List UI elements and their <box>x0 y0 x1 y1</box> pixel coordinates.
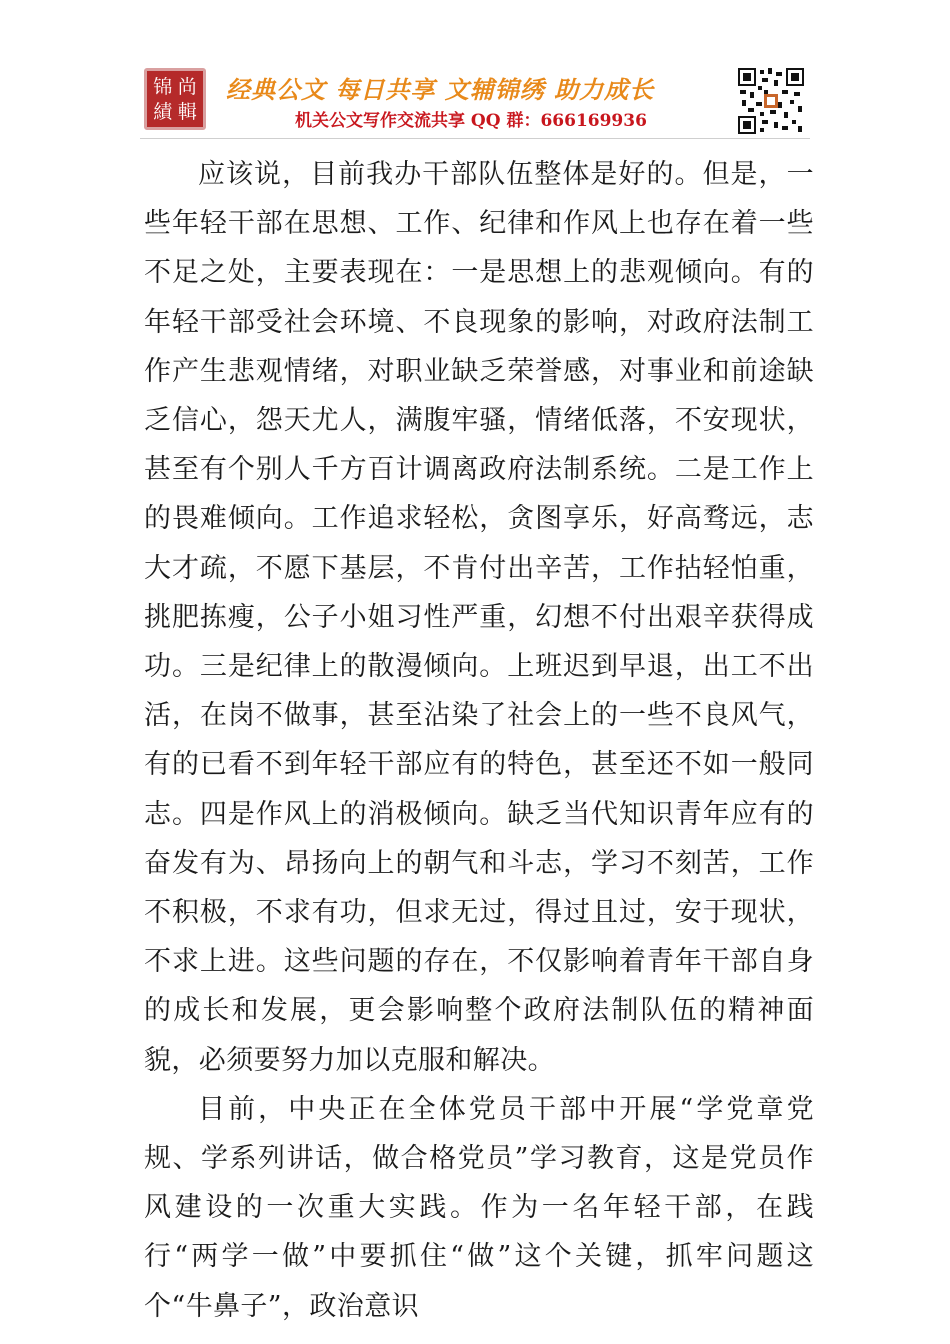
qr-code-icon <box>738 68 804 134</box>
logo-char: 锦 <box>153 76 173 98</box>
document-body <box>144 150 814 1331</box>
header-divider <box>140 138 810 139</box>
logo-char: 績 <box>153 101 173 123</box>
paragraph: 目前，中央正在全体党员干部中开展“学党章党规、学系列讲话，做合格党员”学习教育，这是党员作风建设的一次重大实践。作为一名年轻干部，在践行“两学一做”中要抓住“做”这个关键，抓牢问题这个“牛鼻子”，政治意识 <box>144 1093 814 1322</box>
logo-char: 輯 <box>177 101 197 123</box>
logo-char: 尚 <box>177 76 197 98</box>
page-header <box>140 62 810 138</box>
header-slogan: 经典公文 每日共享 文辅锦绣 助力成长 <box>226 76 655 104</box>
paragraph: 应该说，目前我办干部队伍整体是好的。但是，一些年轻干部在思想、工作、纪律和作风上也存在着一些不足之处，主要表现在：一是思想上的悲观倾向。有的年轻干部受社会环境、不良现象的影响，对政府法制工作产生悲观情绪，对职业缺乏荣誉感，对事业和前途缺乏信心，怨天尤人，满腹牢骚，情绪低落，不安现状，甚至有个别人千方百计调离政府法制系统。二是工作上的畏难倾向。工作追求轻松，贪图享乐，好高骛远，志大才疏，不愿下基层，不肯付出辛苦，工作拈轻怕重，挑肥拣瘦，公子小姐习性严重，幻想不付出艰辛获得成功。三是纪律上的散漫倾向。上班迟到早退，出工不出活，在岗不做事，甚至沾染了社会上的一些不良风气，有的已看不到年轻干部应有的特色，甚至还不如一般同志。四是作风上的消极倾向。缺乏当代知识青年应有的奋发有为、昂扬向上的朝气和斗志，学习不刻苦，工作不积极，不求有功，但求无过，得过且过，安于现状，不求上进。这些问题的存在，不仅影响着青年干部自身的成长和发展，更会影响整个政府法制队伍的精神面貌，必须要努力加以克服和解决。 <box>144 159 814 1076</box>
seal-logo <box>144 68 206 130</box>
qq-group-line: 机关公文写作交流共享 QQ 群：666169936 <box>295 111 647 131</box>
